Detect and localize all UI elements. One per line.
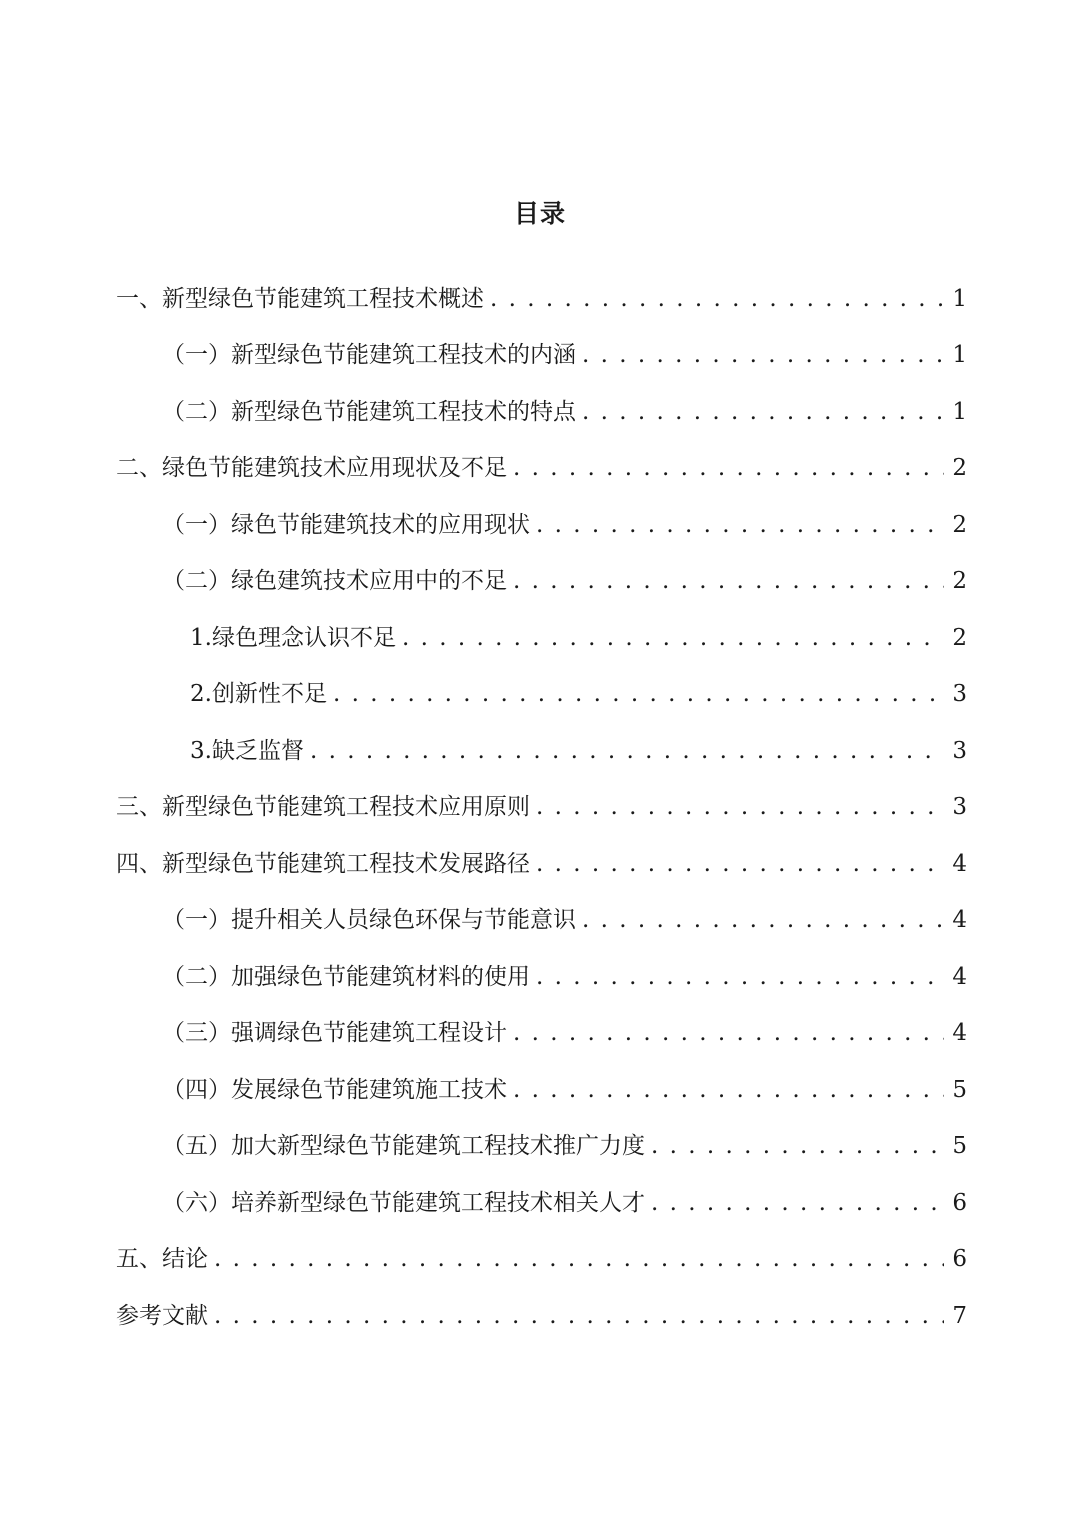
dot-leader (513, 1013, 944, 1053)
toc-entry[interactable] (162, 335, 967, 375)
toc-entry-label: 三、新型绿色节能建筑工程技术应用原则 (116, 787, 536, 827)
toc-page-number: 4 (944, 844, 967, 884)
toc-entry[interactable] (162, 505, 967, 545)
toc-page-number: 2 (944, 561, 967, 601)
toc-entry-label: （二）新型绿色节能建筑工程技术的特点 (162, 392, 582, 432)
toc-entry[interactable] (116, 1239, 967, 1279)
toc-entry[interactable] (162, 1070, 967, 1110)
dot-leader (310, 731, 944, 771)
toc-entry[interactable] (162, 957, 967, 997)
toc-entry-label: 二、绿色节能建筑技术应用现状及不足 (116, 448, 513, 488)
dot-leader (582, 900, 944, 940)
dot-leader (536, 505, 944, 545)
toc-entry-label: （一）新型绿色节能建筑工程技术的内涵 (162, 335, 582, 375)
toc-entry[interactable] (162, 1183, 967, 1223)
toc-entry[interactable] (162, 1013, 967, 1053)
toc-entry-label: 2.创新性不足 (190, 674, 333, 714)
toc-page-number: 5 (944, 1070, 967, 1110)
dot-leader (513, 448, 944, 488)
toc-page-number: 6 (944, 1183, 967, 1223)
toc-page-number: 3 (944, 674, 967, 714)
toc-entry-label: 1.绿色理念认识不足 (190, 618, 402, 658)
toc-page-number: 4 (944, 957, 967, 997)
toc-page-number: 5 (944, 1126, 967, 1166)
dot-leader (536, 844, 944, 884)
toc-page-number: 2 (944, 618, 967, 658)
dot-leader (651, 1126, 944, 1166)
toc-entry-label: 参考文献 (116, 1296, 214, 1336)
dot-leader (651, 1183, 944, 1223)
toc-entry-label: 一、新型绿色节能建筑工程技术概述 (116, 279, 490, 319)
toc-page-number: 7 (944, 1296, 967, 1336)
toc-page-number: 2 (944, 448, 967, 488)
toc-page-number: 1 (944, 335, 967, 375)
toc-entry-label: （六）培养新型绿色节能建筑工程技术相关人才 (162, 1183, 651, 1223)
toc-entry[interactable] (190, 731, 967, 771)
toc-page-number: 4 (944, 900, 967, 940)
toc-entry-label: （三）强调绿色节能建筑工程设计 (162, 1013, 513, 1053)
dot-leader (582, 335, 944, 375)
toc-entry-label: （四）发展绿色节能建筑施工技术 (162, 1070, 513, 1110)
toc-entry-label: （二）加强绿色节能建筑材料的使用 (162, 957, 536, 997)
dot-leader (513, 1070, 944, 1110)
toc-entry[interactable] (190, 674, 967, 714)
toc-page-number: 2 (944, 505, 967, 545)
dot-leader (333, 674, 944, 714)
toc-entry[interactable] (162, 900, 967, 940)
toc-page-number: 1 (944, 279, 967, 319)
toc-entry-label: （二）绿色建筑技术应用中的不足 (162, 561, 513, 601)
toc-entry[interactable] (162, 392, 967, 432)
toc-page-number: 3 (944, 787, 967, 827)
dot-leader (513, 561, 944, 601)
dot-leader (214, 1296, 944, 1336)
toc-entry[interactable] (116, 1296, 967, 1336)
toc-entry-label: 3.缺乏监督 (190, 731, 310, 771)
toc-entry[interactable] (190, 618, 967, 658)
toc-entry-label: （一）提升相关人员绿色环保与节能意识 (162, 900, 582, 940)
toc-page-number: 6 (944, 1239, 967, 1279)
toc-page-number: 3 (944, 731, 967, 771)
toc-entry-label: 五、结论 (116, 1239, 214, 1279)
toc-entry[interactable] (162, 561, 967, 601)
toc-entry-label: （五）加大新型绿色节能建筑工程技术推广力度 (162, 1126, 651, 1166)
dot-leader (402, 618, 944, 658)
toc-page-number: 1 (944, 392, 967, 432)
toc-entry[interactable] (116, 279, 967, 319)
toc-entry-label: 四、新型绿色节能建筑工程技术发展路径 (116, 844, 536, 884)
dot-leader (536, 957, 944, 997)
toc-page-number: 4 (944, 1013, 967, 1053)
dot-leader (490, 279, 944, 319)
toc-entry[interactable] (162, 1126, 967, 1166)
toc-entry[interactable] (116, 844, 967, 884)
toc-entry-label: （一）绿色节能建筑技术的应用现状 (162, 505, 536, 545)
dot-leader (582, 392, 944, 432)
dot-leader (214, 1239, 944, 1279)
page-title: 目录 (513, 199, 566, 228)
dot-leader (536, 787, 944, 827)
toc-entry[interactable] (116, 448, 967, 488)
toc-entry[interactable] (116, 787, 967, 827)
